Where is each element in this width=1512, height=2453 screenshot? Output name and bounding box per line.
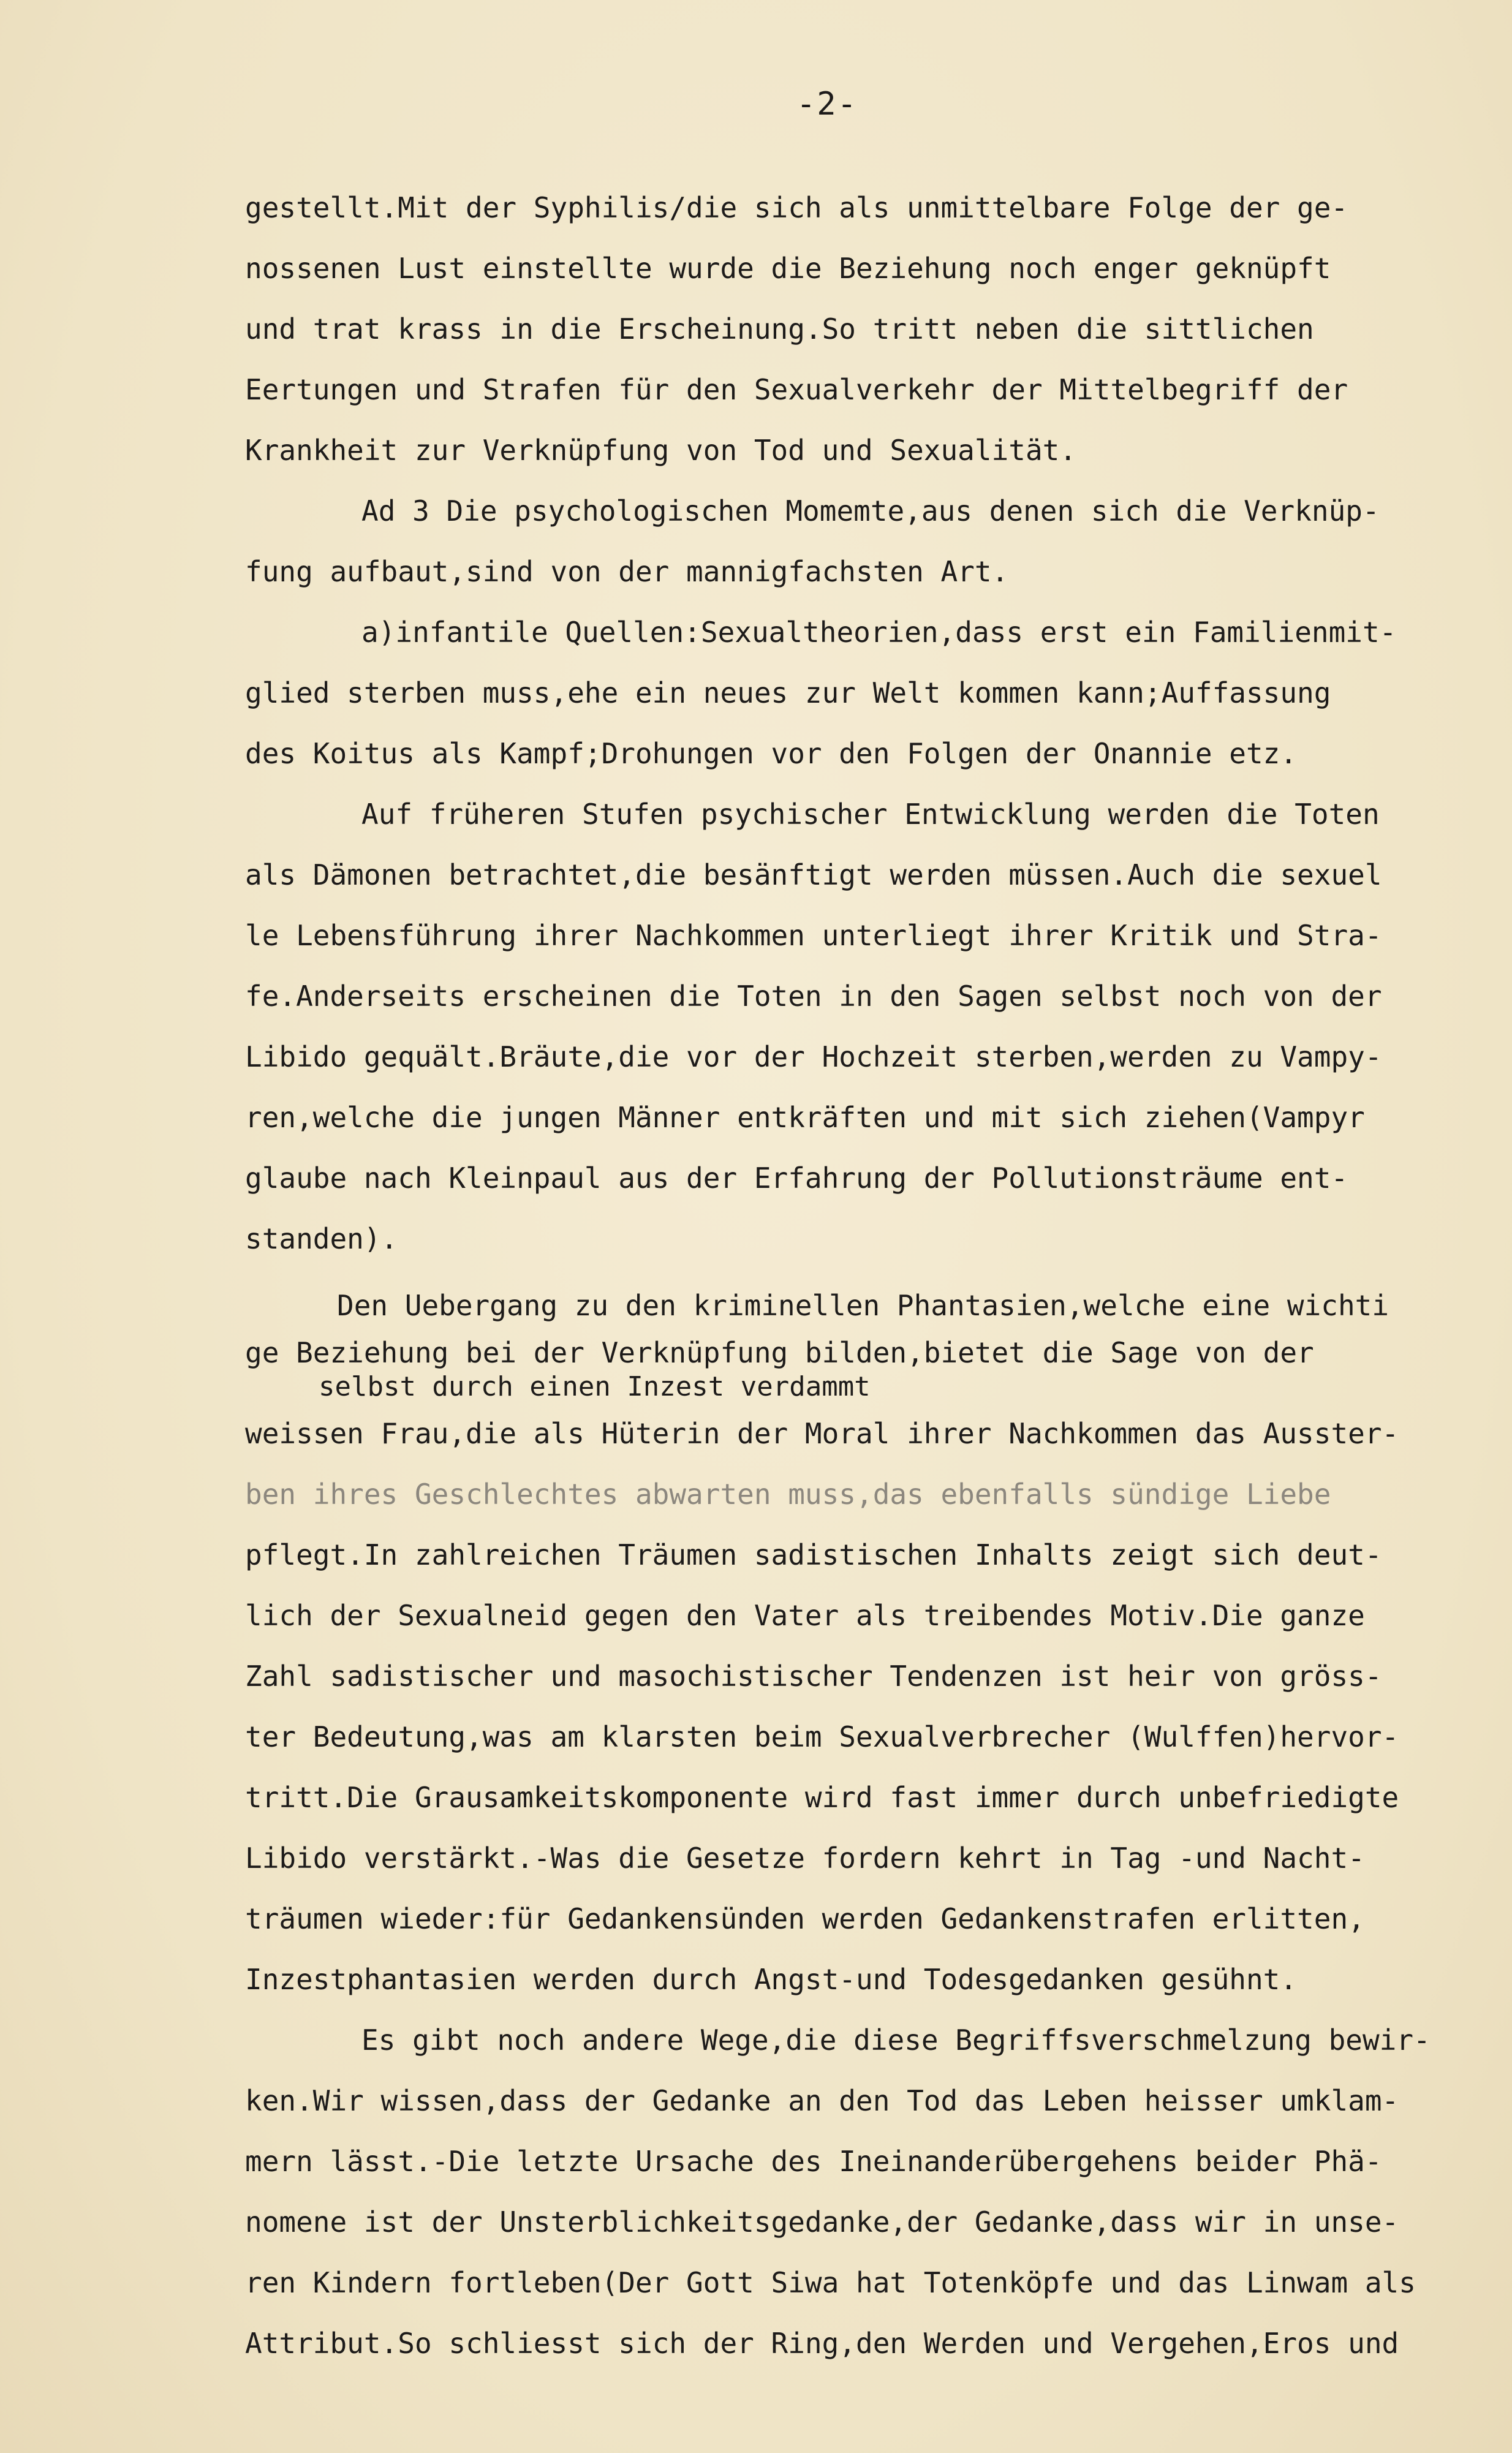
text-line: glied sterben muss,ehe ein neues zur Welt kommen kann;Auffassung bbox=[245, 676, 1331, 709]
page-number: -2- bbox=[796, 86, 858, 123]
text-line: Krankheit zur Verknüpfung von Tod und Sexualität. bbox=[245, 434, 1077, 467]
text-line: ken.Wir wissen,dass der Gedanke an den Tod das Leben heisser umklam- bbox=[245, 2084, 1399, 2117]
paragraph-gap bbox=[245, 1269, 1507, 1276]
text-line: Den Uebergang zu den kriminellen Phantasien,welche eine wichti bbox=[337, 1289, 1389, 1322]
text-line: fung aufbaut,sind von der mannigfachsten Art. bbox=[245, 555, 1009, 588]
text-line: glaube nach Kleinpaul aus der Erfahrung der Pollutionsträume ent- bbox=[245, 1162, 1348, 1195]
text-line: le Lebensführung ihrer Nachkommen unterliegt ihrer Kritik und Stra- bbox=[245, 919, 1382, 952]
text-line: Eertungen und Strafen für den Sexualverkehr der Mittelbegriff der bbox=[245, 373, 1348, 406]
text-line: ter Bedeutung,was am klarsten beim Sexualverbrecher (Wulffen)hervor- bbox=[245, 1720, 1399, 1753]
text-line: Auf früheren Stufen psychischer Entwicklung werden die Toten bbox=[361, 798, 1380, 831]
text-line: tritt.Die Grausamkeitskomponente wird fast immer durch unbefriedigte bbox=[245, 1781, 1399, 1814]
text-line: ren Kindern fortleben(Der Gott Siwa hat Totenköpfe und das Linwam als bbox=[245, 2266, 1416, 2299]
text-line: lich der Sexualneid gegen den Vater als treibendes Motiv.Die ganze bbox=[245, 1599, 1365, 1632]
text-line: ben ihres Geschlechtes abwarten muss,das ebenfalls sündige Liebe bbox=[245, 1478, 1331, 1511]
text-line: Libido verstärkt.-Was die Gesetze fordern kehrt in Tag -und Nacht- bbox=[245, 1842, 1365, 1875]
text-line: mern lässt.-Die letzte Ursache des Ineinanderübergehens beider Phä- bbox=[245, 2145, 1382, 2178]
text-line: Es gibt noch andere Wege,die diese Begriffsverschmelzung bewir- bbox=[361, 2024, 1431, 2057]
text-line: Attribut.So schliesst sich der Ring,den Werden und Vergehen,Eros und bbox=[245, 2327, 1399, 2360]
text-line: ren,welche die jungen Männer entkräften und mit sich ziehen(Vampyr bbox=[245, 1101, 1365, 1134]
text-line: ge Beziehung bei der Verknüpfung bilden,bietet die Sage von der bbox=[245, 1336, 1314, 1369]
interlinear-insertion: selbst durch einen Inzest verdammt bbox=[319, 1371, 871, 1402]
text-line: weissen Frau,die als Hüterin der Moral ihrer Nachkommen das Ausster- bbox=[245, 1417, 1399, 1450]
text-line: Inzestphantasien werden durch Angst-und Todesgedanken gesühnt. bbox=[245, 1963, 1298, 1996]
text-line: a)infantile Quellen:Sexualtheorien,dass erst ein Familienmit- bbox=[361, 616, 1397, 649]
text-line: Libido gequält.Bräute,die vor der Hochzeit sterben,werden zu Vampy- bbox=[245, 1040, 1382, 1073]
text-line: träumen wieder:für Gedankensünden werden Gedankenstrafen erlitten, bbox=[245, 1902, 1365, 1935]
text-line: fe.Anderseits erscheinen die Toten in den Sagen selbst noch von der bbox=[245, 980, 1382, 1013]
text-line: nossenen Lust einstellte wurde die Beziehung noch enger geknüpft bbox=[245, 252, 1331, 285]
text-line: als Dämonen betrachtet,die besänftigt werden müssen.Auch die sexuel bbox=[245, 858, 1382, 891]
text-line: pflegt.In zahlreichen Träumen sadistischen Inhalts zeigt sich deut- bbox=[245, 1538, 1382, 1571]
text-line: und trat krass in die Erscheinung.So tritt neben die sittlichen bbox=[245, 312, 1314, 346]
text-line: Zahl sadistischer und masochistischer Tendenzen ist heir von gröss- bbox=[245, 1660, 1382, 1693]
text-line: nomene ist der Unsterblichkeitsgedanke,der Gedanke,dass wir in unse- bbox=[245, 2205, 1399, 2239]
text-line: standen). bbox=[245, 1222, 398, 1255]
text-line: gestellt.Mit der Syphilis/die sich als unmittelbare Folge der ge- bbox=[245, 191, 1348, 224]
text-line: des Koitus als Kampf;Drohungen vor den Folgen der Onannie etz. bbox=[245, 737, 1298, 770]
typed-text-body bbox=[245, 178, 1507, 2374]
text-line: Ad 3 Die psychologischen Momemte,aus denen sich die Verknüp- bbox=[361, 494, 1380, 527]
